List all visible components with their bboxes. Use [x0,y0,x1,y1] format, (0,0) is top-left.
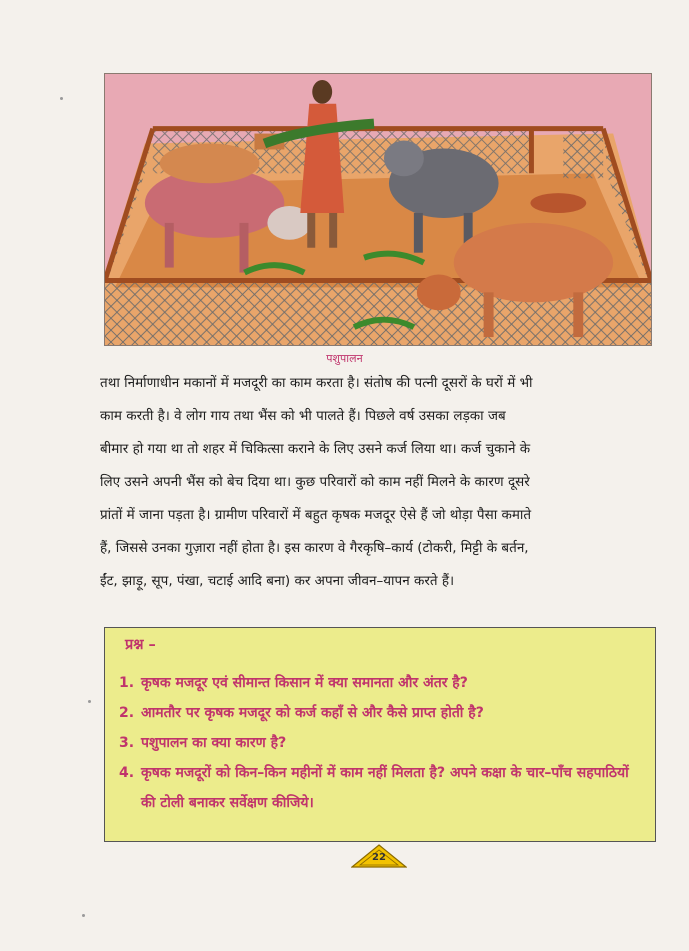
question-number: 2. [119,705,135,721]
questions-title: प्रश्न – [125,637,156,653]
animal-husbandry-illustration [104,73,652,346]
questions-box [104,627,656,842]
scan-speck [82,914,85,917]
paragraph-line: हैं, जिससे उनका गुज़ारा नहीं होता है। इस कारण वे गैरकृषि–कार्य (टोकरी, मिट्टी के बर्तन, [100,540,529,556]
paragraph-line: बीमार हो गया था तो शहर में चिकित्सा कराने के लिए उसने कर्ज लिया था। कर्ज चुकाने के [100,441,531,457]
questions-list [119,668,643,818]
body-paragraph [100,367,662,598]
paragraph-line: काम करती है। वे लोग गाय तथा भैंस को भी पालते हैं। पिछले वर्ष उसका लड़का जब [100,408,506,424]
figure-caption: पशुपालन [326,352,363,365]
scan-speck [60,97,63,100]
paragraph-line: प्रांतों में जाना पड़ता है। ग्रामीण परिवारों में बहुत कृषक मजदूर ऐसे हैं जो थोड़ा पैसा कमाते [100,507,532,523]
question-item [119,698,643,728]
scan-speck [88,700,91,703]
page-number: 22 [372,852,386,863]
question-text: कृषक मजदूरों को किन–किन महीनों में काम नहीं मिलता है? अपने कक्षा के चार–पाँच सहपाठियों की टोली बनाकर सर्वेक्षण कीजिये। [141,765,629,811]
paragraph-line: ईंट, झाड़ू, सूप, पंखा, चटाई आदि बना) कर अपना जीवन–यापन करते हैं। [100,573,455,589]
question-text: आमतौर पर कृषक मजदूर को कर्ज कहाँ से और कैसे प्राप्त होती है? [141,705,484,721]
paragraph-line: लिए उसने अपनी भैंस को बेच दिया था। कुछ परिवारों को काम नहीं मिलने के कारण दूसरे [100,474,530,490]
question-text: पशुपालन का क्या कारण है? [141,735,287,751]
question-text: कृषक मजदूर एवं सीमान्त किसान में क्या समानता और अंतर है? [141,675,468,691]
question-item [119,758,643,818]
question-number: 3. [119,735,135,751]
paragraph-line: तथा निर्माणाधीन मकानों में मजदूरी का काम करता है। संतोष की पत्नी दूसरों के घरों में भी [100,375,533,391]
question-number: 4. [119,765,135,781]
page-number-badge [351,844,407,868]
question-item [119,668,643,698]
question-item [119,728,643,758]
question-number: 1. [119,675,135,691]
